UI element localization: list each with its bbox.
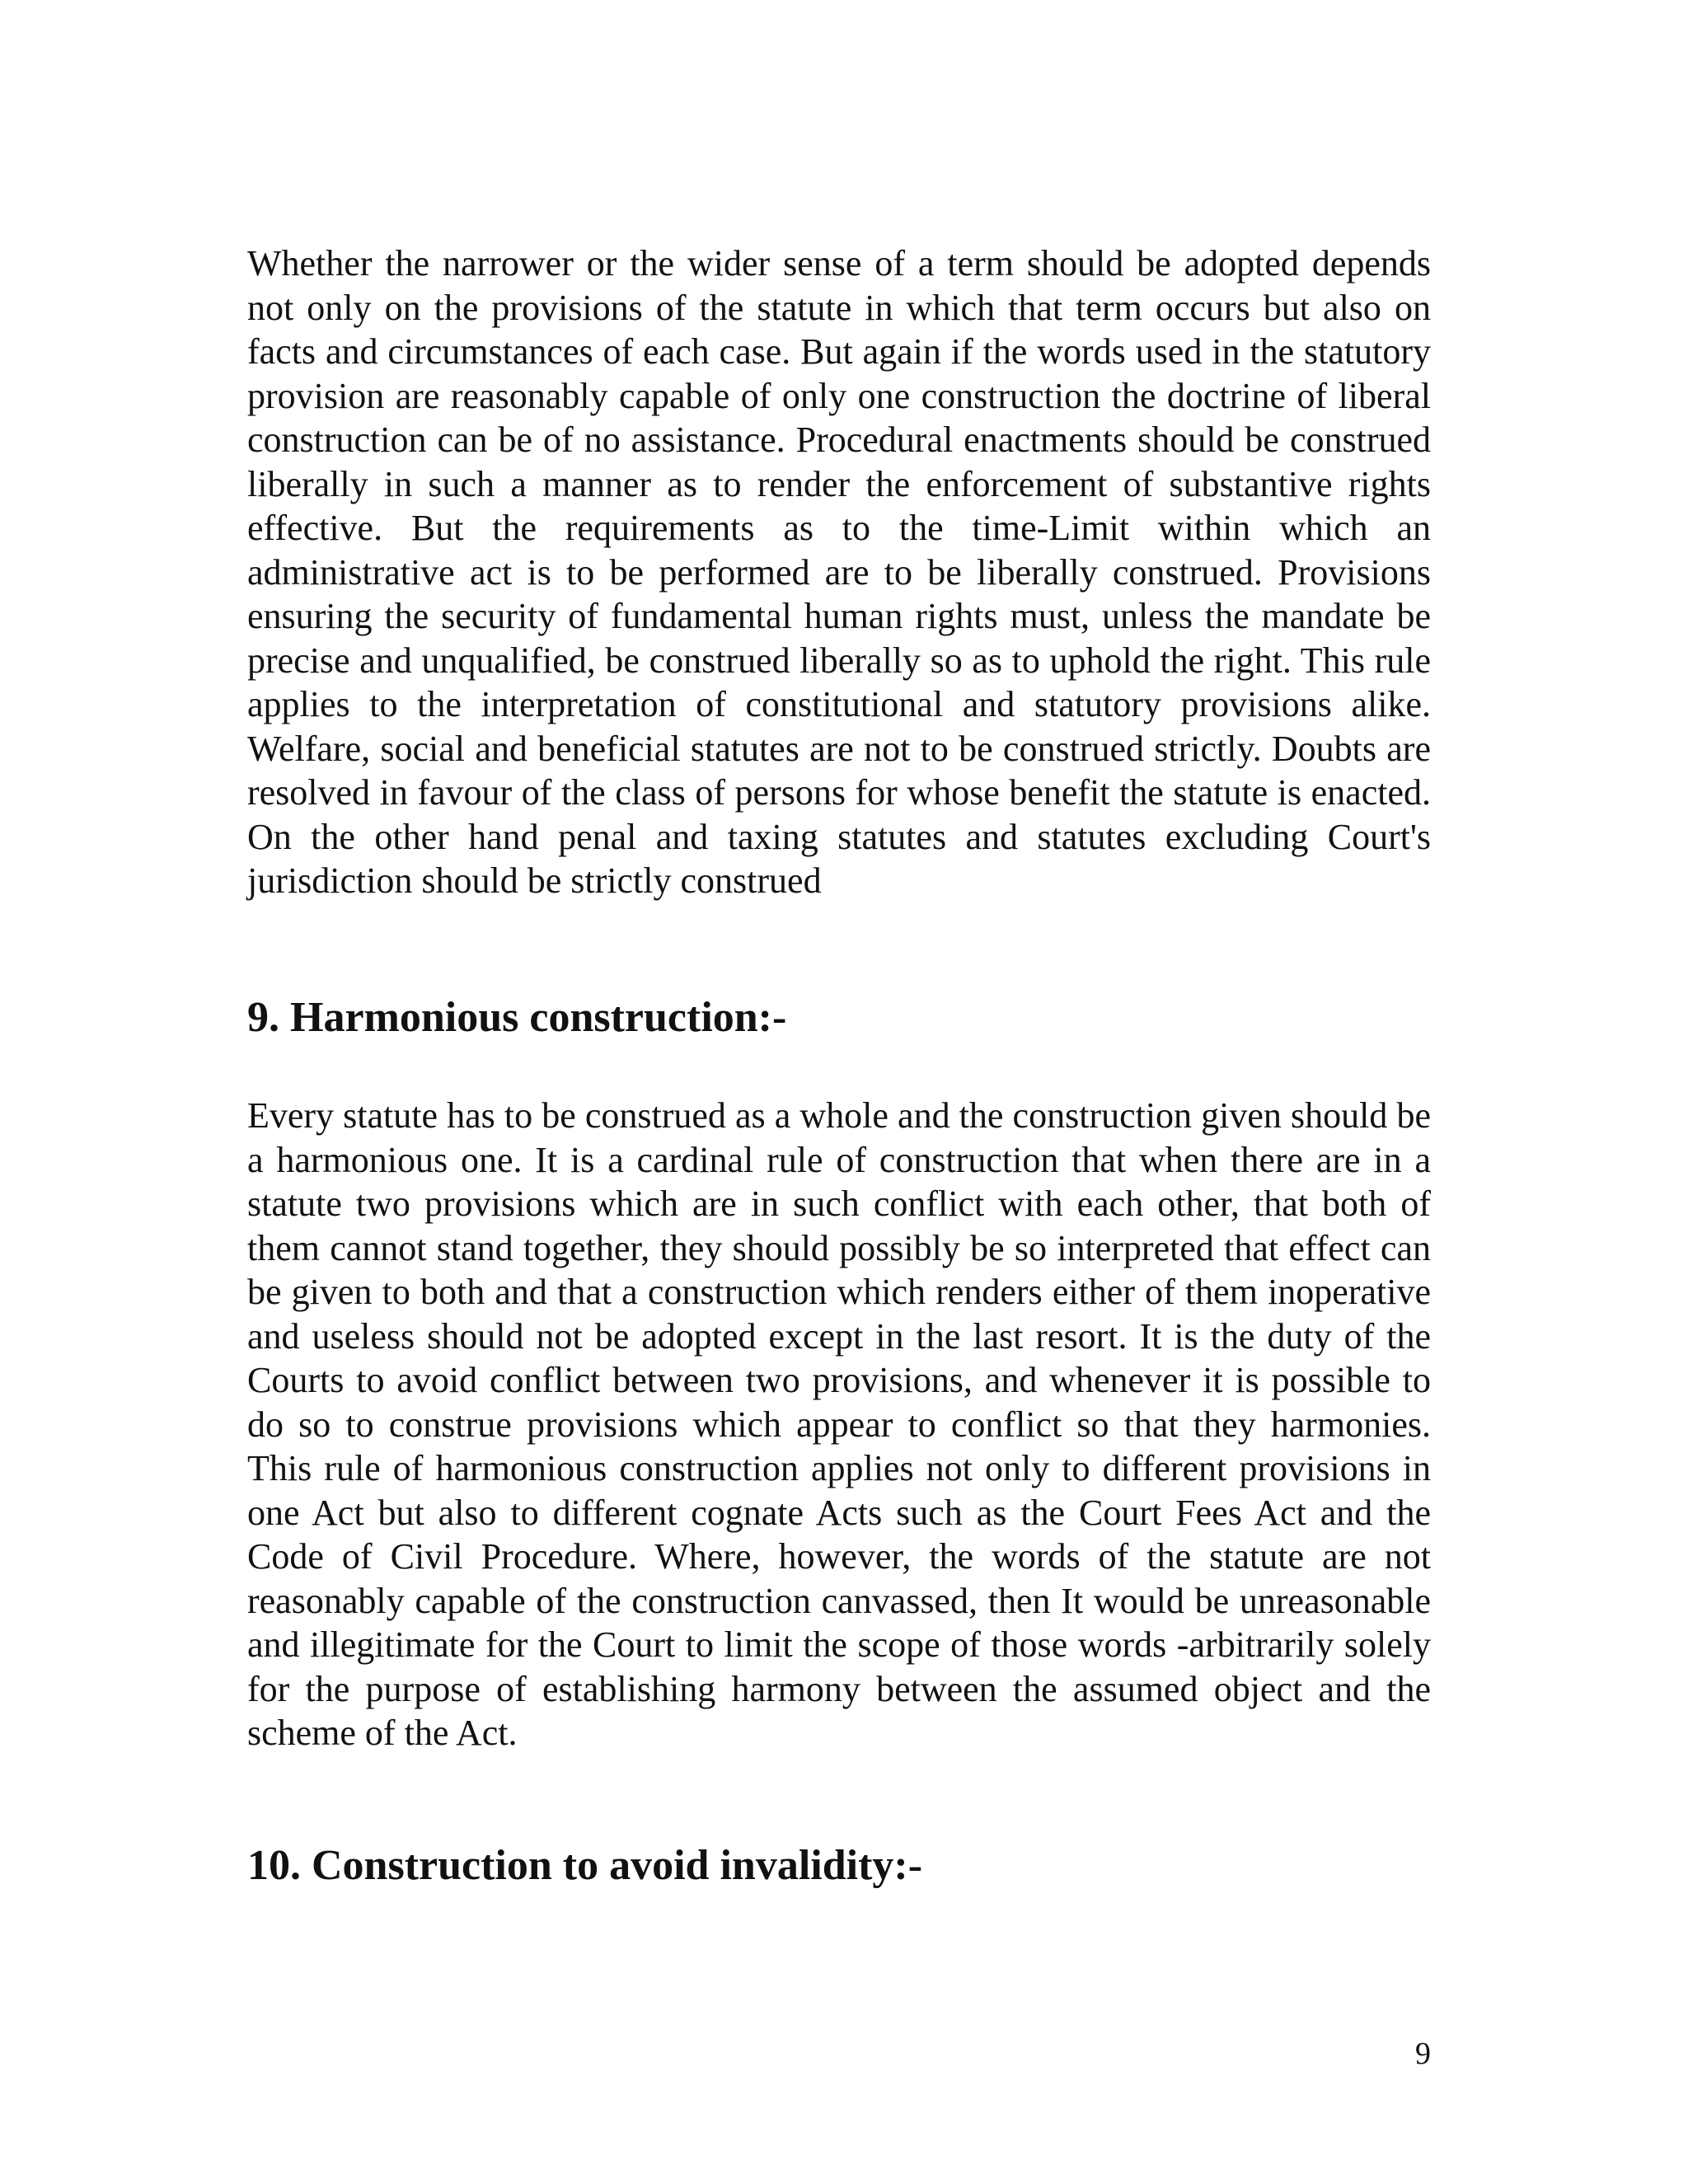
page-number: 9 [1415, 2036, 1431, 2071]
section-heading-harmonious-construction: 9. Harmonious construction:- [247, 994, 787, 1041]
section-heading-avoid-invalidity: 10. Construction to avoid invalidity:- [247, 1842, 923, 1889]
paragraph-liberal-construction: Whether the narrower or the wider sense of a term should be adopted depends not only on the provisions of the statute in which that term occurs but also on facts and circumstances of each case. But again if the words used in the statutory provision are reasonably capable of only one construction the doctrine of liberal construction can be of no assistance. Procedural enactments should be construed liberally in such a manner as to render the enforcement of substantive rights effective. But the requirements as to the time-Limit within which an administrative act is to be performed are to be liberally construed. Provisions ensuring the security of fundamental human rights must, unless the mandate be precise and unqualified, be construed liberally so as to uphold the right. This rule applies to the interpretation of constitutional and statutory provisions alike. Welfare, social and beneficial statutes are not to be construed strictly. Doubts are resolved in favour of the class of persons for whose benefit the statute is enacted. On the other hand penal and taxing statutes and statutes excluding Court's jurisdiction should be strictly construed [247, 243, 1431, 901]
paragraph-harmonious-construction: Every statute has to be construed as a whole and the construction given should be a harmonious one. It is a cardinal rule of construction that when there are in a statute two provisions which are in such conflict with each other, that both of them cannot stand together, they should possibly be so interpreted that effect can be given to both and that a construction which renders either of them inoperative and useless should not be adopted except in the last resort. It is the duty of the Courts to avoid conflict between two provisions, and whenever it is possible to do so to construe provisions which appear to conflict so that they harmonies. This rule of harmonious construction applies not only to different provisions in one Act but also to different cognate Acts such as the Court Fees Act and the Code of Civil Procedure. Where, however, the words of the statute are not reasonably capable of the construction canvassed, then It would be unreasonable and illegitimate for the Court to limit the scope of those words -arbitrarily solely for the purpose of establishing harmony between the assumed object and the scheme of the Act. [247, 1095, 1431, 1753]
